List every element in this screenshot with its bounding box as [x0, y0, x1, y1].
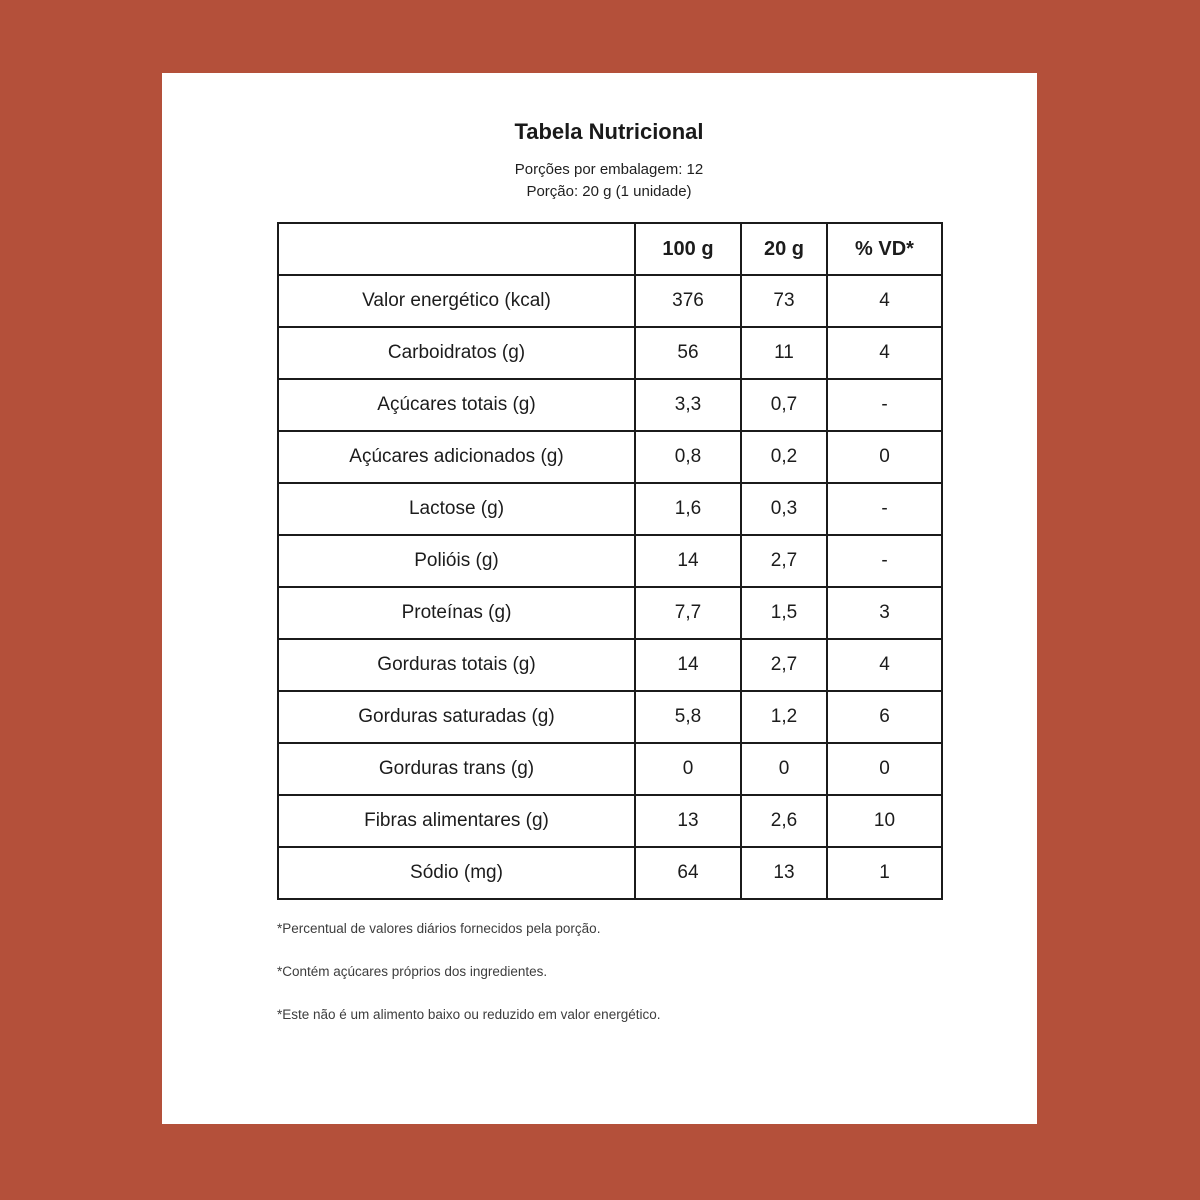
table-header-row — [278, 223, 942, 275]
table-row — [278, 587, 942, 639]
nutrient-label: Valor energético (kcal) — [278, 275, 635, 327]
value-vd: - — [827, 483, 942, 535]
value-100g: 1,6 — [635, 483, 741, 535]
value-100g: 5,8 — [635, 691, 741, 743]
value-vd: 1 — [827, 847, 942, 899]
value-100g: 7,7 — [635, 587, 741, 639]
value-20g: 0,7 — [741, 379, 827, 431]
table-row — [278, 275, 942, 327]
value-100g: 14 — [635, 535, 741, 587]
value-100g: 64 — [635, 847, 741, 899]
nutrient-label: Gorduras saturadas (g) — [278, 691, 635, 743]
value-vd: - — [827, 535, 942, 587]
nutrient-label: Lactose (g) — [278, 483, 635, 535]
value-100g: 3,3 — [635, 379, 741, 431]
value-vd: 4 — [827, 639, 942, 691]
footnote-daily-values: *Percentual de valores diários fornecidos pela porção. — [277, 921, 601, 936]
value-20g: 13 — [741, 847, 827, 899]
table-row — [278, 379, 942, 431]
table-row — [278, 483, 942, 535]
column-header-100g: 100 g — [635, 223, 741, 275]
value-20g: 73 — [741, 275, 827, 327]
value-100g: 0,8 — [635, 431, 741, 483]
column-header-vd: % VD* — [827, 223, 942, 275]
footnote-sugars: *Contém açúcares próprios dos ingredientes. — [277, 964, 548, 979]
nutrition-label-card — [162, 73, 1037, 1124]
nutrient-label: Gorduras trans (g) — [278, 743, 635, 795]
value-100g: 56 — [635, 327, 741, 379]
value-vd: 10 — [827, 795, 942, 847]
nutrient-label: Gorduras totais (g) — [278, 639, 635, 691]
value-vd: 6 — [827, 691, 942, 743]
value-vd: 4 — [827, 275, 942, 327]
value-20g: 11 — [741, 327, 827, 379]
nutrition-label-content — [277, 73, 941, 1050]
value-100g: 376 — [635, 275, 741, 327]
portion-size-line: Porção: 20 g (1 unidade) — [526, 183, 692, 200]
nutrition-table — [277, 222, 943, 900]
nutrient-label: Açúcares totais (g) — [278, 379, 635, 431]
nutrient-label: Fibras alimentares (g) — [278, 795, 635, 847]
value-20g: 2,7 — [741, 639, 827, 691]
nutrient-label: Sódio (mg) — [278, 847, 635, 899]
value-vd: - — [827, 379, 942, 431]
column-header-20g: 20 g — [741, 223, 827, 275]
table-row — [278, 639, 942, 691]
serving-info — [277, 159, 941, 203]
footnotes-section — [277, 921, 941, 1023]
table-row — [278, 535, 942, 587]
table-row — [278, 691, 942, 743]
footnote-energy: *Este não é um alimento baixo ou reduzido em valor energético. — [277, 1007, 661, 1022]
nutrient-label: Carboidratos (g) — [278, 327, 635, 379]
table-row — [278, 795, 942, 847]
table-row — [278, 327, 942, 379]
value-100g: 0 — [635, 743, 741, 795]
value-100g: 13 — [635, 795, 741, 847]
nutrient-label: Açúcares adicionados (g) — [278, 431, 635, 483]
page-title: Tabela Nutricional — [514, 119, 704, 144]
value-20g: 1,5 — [741, 587, 827, 639]
column-header-nutrient — [278, 223, 635, 275]
value-20g: 1,2 — [741, 691, 827, 743]
value-vd: 4 — [827, 327, 942, 379]
value-20g: 2,6 — [741, 795, 827, 847]
nutrient-label: Polióis (g) — [278, 535, 635, 587]
value-vd: 0 — [827, 431, 942, 483]
value-vd: 0 — [827, 743, 942, 795]
value-100g: 14 — [635, 639, 741, 691]
value-20g: 0,2 — [741, 431, 827, 483]
value-20g: 2,7 — [741, 535, 827, 587]
table-row — [278, 847, 942, 899]
value-20g: 0,3 — [741, 483, 827, 535]
table-row — [278, 431, 942, 483]
nutrient-label: Proteínas (g) — [278, 587, 635, 639]
table-row — [278, 743, 942, 795]
servings-per-package-line: Porções por embalagem: 12 — [514, 161, 704, 178]
value-vd: 3 — [827, 587, 942, 639]
value-20g: 0 — [741, 743, 827, 795]
